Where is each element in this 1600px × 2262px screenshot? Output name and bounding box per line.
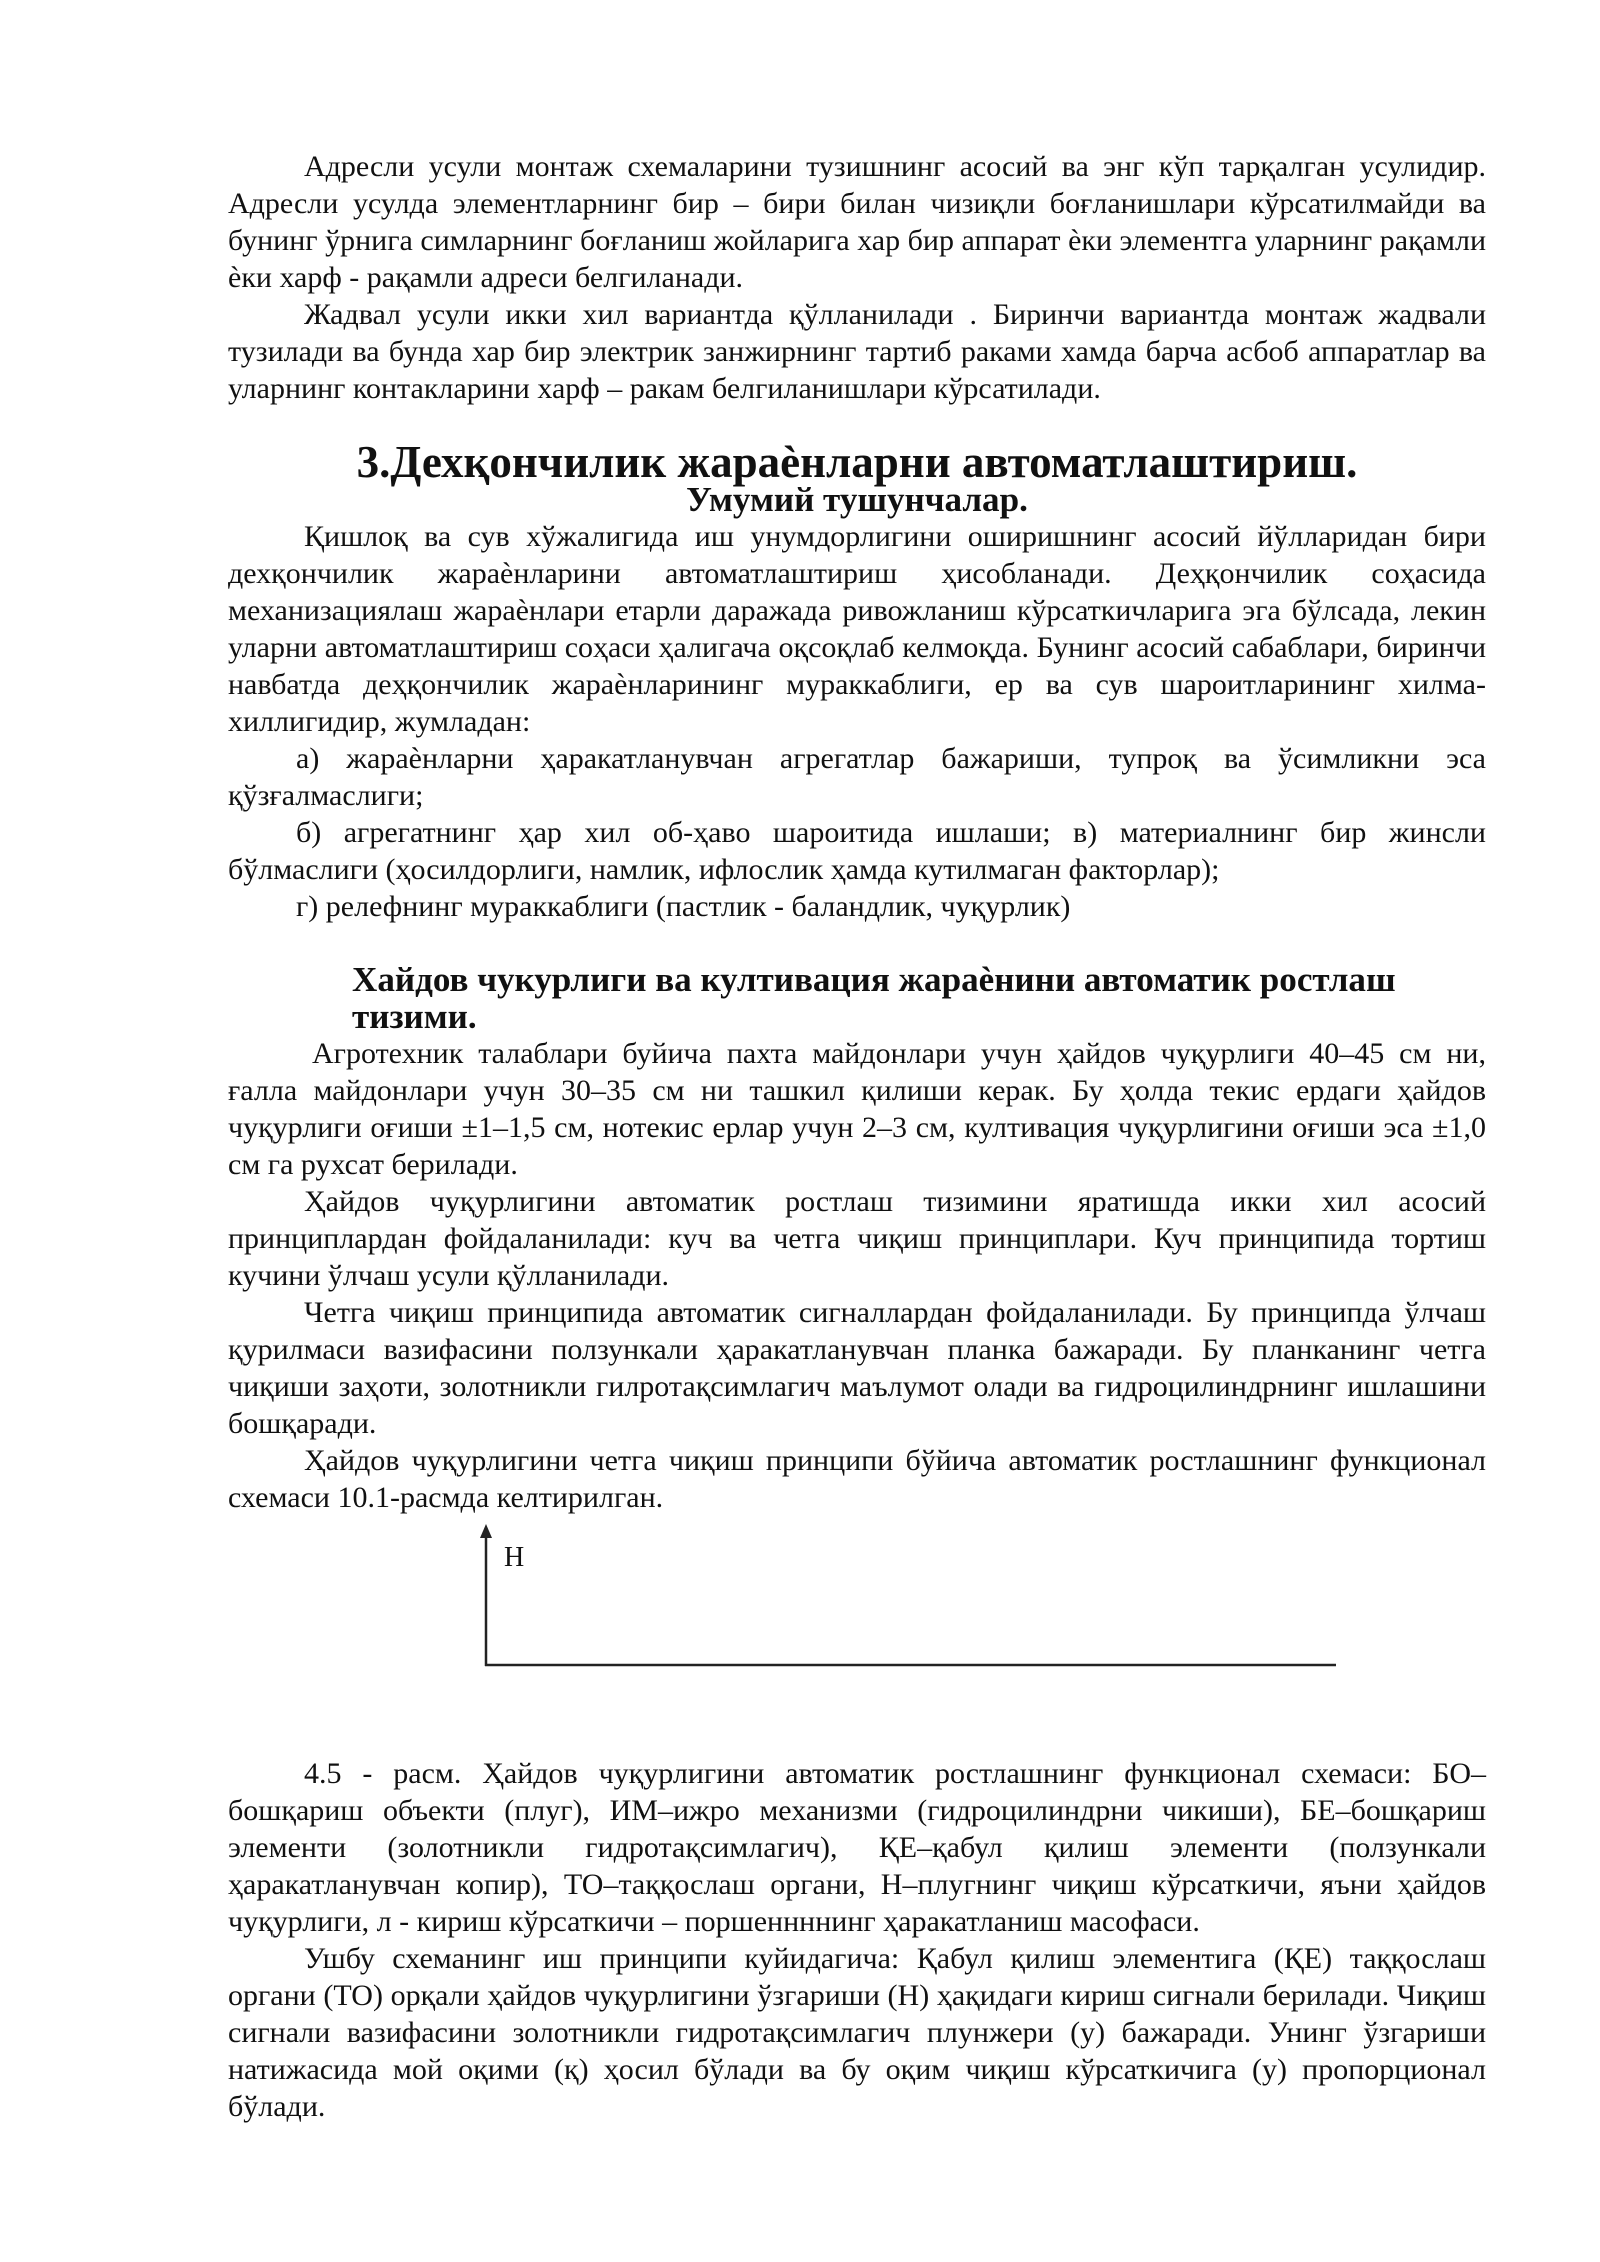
- spacer: [228, 925, 1486, 961]
- paragraph-address-method: Адресли усули монтаж схемаларини тузишнинг асосий ва энг кўп тарқалган усулидир. Адресли усулда элементларнинг бир – бири билан чизиқли боғланишлари кўрсатилмайди ва бунинг ўрнига симларнинг боғланиш жойларига хар бир аппарат èки элементга уларнинг рақамли èки харф - рақамли адреси белгиланади.: [228, 150, 1486, 294]
- spacer: [228, 1718, 1486, 1755]
- list-item-b: б) агрегатнинг ҳар хил об-ҳаво шароитида ишлаши; в) материалнинг бир жинсли бўлмаслиги (ҳосилдорлиги, намлик, ифлослик ҳамда кутилмаган факторлар);: [228, 816, 1486, 886]
- list-item-a: а) жараèнларни ҳаракатланувчан агрегатлар бажариши, тупроқ ва ўсимликни эса қўзғалмаслиги;: [228, 742, 1486, 812]
- paragraph-regulation-principles: Ҳайдов чуқурлигини автоматик ростлаш тизимини яратишда икки хил асосий принциплардан фойдаланилади: куч ва четга чиқиш принциплари. Куч принципида тортиш кучини ўлчаш усули қўлланилади.: [228, 1185, 1486, 1292]
- paragraph-working-principle: Ушбу схеманинг иш принципи куйидагича: Қабул қилиш элементига (ҚЕ) таққослаш органи (ТО) орқали ҳайдов чуқурлигини ўзгариши (Н) ҳақидаги кириш сигнали берилади. Чиқиш сигнали вазифасини золотникли гидротақсимлагич плунжери (у) бажаради. Унинг ўзгариши натижасида мой оқими (қ) ҳосил бўлади ва бу оқим чиқиш кўрсаткичига (у) пропорционал бўлади.: [228, 1942, 1486, 2123]
- paragraph-deviation-principle: Четга чиқиш принципида автоматик сигналлардан фойдаланилади. Бу принципда ўлчаш қурилмаси вазифасини ползункали ҳаракатланувчан планка бажаради. Бу планканинг четга чиқиши заҳоти, золотникли гилротақсимлагич маълумот олади ва гидроцилиндрнинг ишлашини бошқаради.: [228, 1296, 1486, 1440]
- paragraph-agrotech-requirements: Агротехник талаблари буйича пахта майдонлари учун ҳайдов чуқурлиги 40–45 см ни, ғалла майдонлари учун 30–35 см ни ташкил қилиши керак. Бу ҳолда текис ердаги ҳайдов чуқурлиги оғиши ±1–1,5 см, нотекис ерлар учун 2–3 см, култивация чуқурлигини оғиши эса ±1,0 см га рухсат берилади.: [228, 1037, 1486, 1181]
- section-3-title: 3.Дехқончилик жараèнларни автоматлаштириш.: [356, 437, 1358, 487]
- axis-label-h: H: [504, 1542, 525, 1573]
- paragraph-section-3-intro: Қишлоқ ва сув хўжалигида иш унумдорлигини оширишнинг асосий йўлларидан бири дехқончилик жараèнларини автоматлаштириш ҳисобланади. Деҳқончилик соҳасида механизациялаш жараèнлари етарли даражада ривожланиш кўрсаткичларига эга бўлсада, лекин уларни автоматлаштириш соҳаси ҳалигача оқсоқлаб келмоқда. Бунинг асосий сабаблари, биринчи навбатда деҳқончилик жараèнларининг мураккаблиги, ер ва сув шароитларининг хилма-хиллигидир, жумладан:: [228, 520, 1486, 738]
- document-page: [228, 148, 1486, 2125]
- section-3-subtitle: Умумий тушунчалар.: [686, 480, 1028, 519]
- diagram-axes: [228, 1518, 1486, 1718]
- paragraph-figure-reference: Ҳайдов чуқурлигини четга чиқиш принципи бўйича автоматик ростлашнинг функционал схемаси 10.1-расмда келтирилган.: [228, 1444, 1486, 1514]
- list-item-g: г) релефнинг мураккаблиги (пастлик - баландлик, чуқурлик): [296, 890, 1071, 923]
- axis-arrowhead-icon: [480, 1524, 492, 1538]
- paragraph-table-method: Жадвал усули икки хил вариантда қўлланилади . Биринчи вариантда монтаж жадвали тузилади ва бунда хар бир электрик занжирнинг тартиб раками хамда барча асбоб аппаратлар ва уларнинг контакларини харф – ракам белгиланишлари кўрсатилади.: [228, 298, 1486, 405]
- functional-diagram-figure: [228, 1518, 1486, 1718]
- paragraph-figure-caption: 4.5 - расм. Ҳайдов чуқурлигини автоматик ростлашнинг функционал схемаси: БО–бошқариш объекти (плуг), ИМ–ижро механизми (гидроцилиндрни чикиши), БЕ–бошқариш элементи (золотникли гидротақсимлагич), ҚЕ–қабул қилиш элементи (ползункали ҳаракатланувчан копир), ТО–таққослаш органи, Н–плугнинг чиқиш кўрсаткичи, яъни ҳайдов чуқурлиги, л - кириш кўрсаткичи – поршеннннинг ҳаракатланиш масофаси.: [228, 1757, 1486, 1938]
- section-plow-title: Хайдов чукурлиги ва култивация жараèнини автоматик ростлаш тизими.: [352, 960, 1396, 1036]
